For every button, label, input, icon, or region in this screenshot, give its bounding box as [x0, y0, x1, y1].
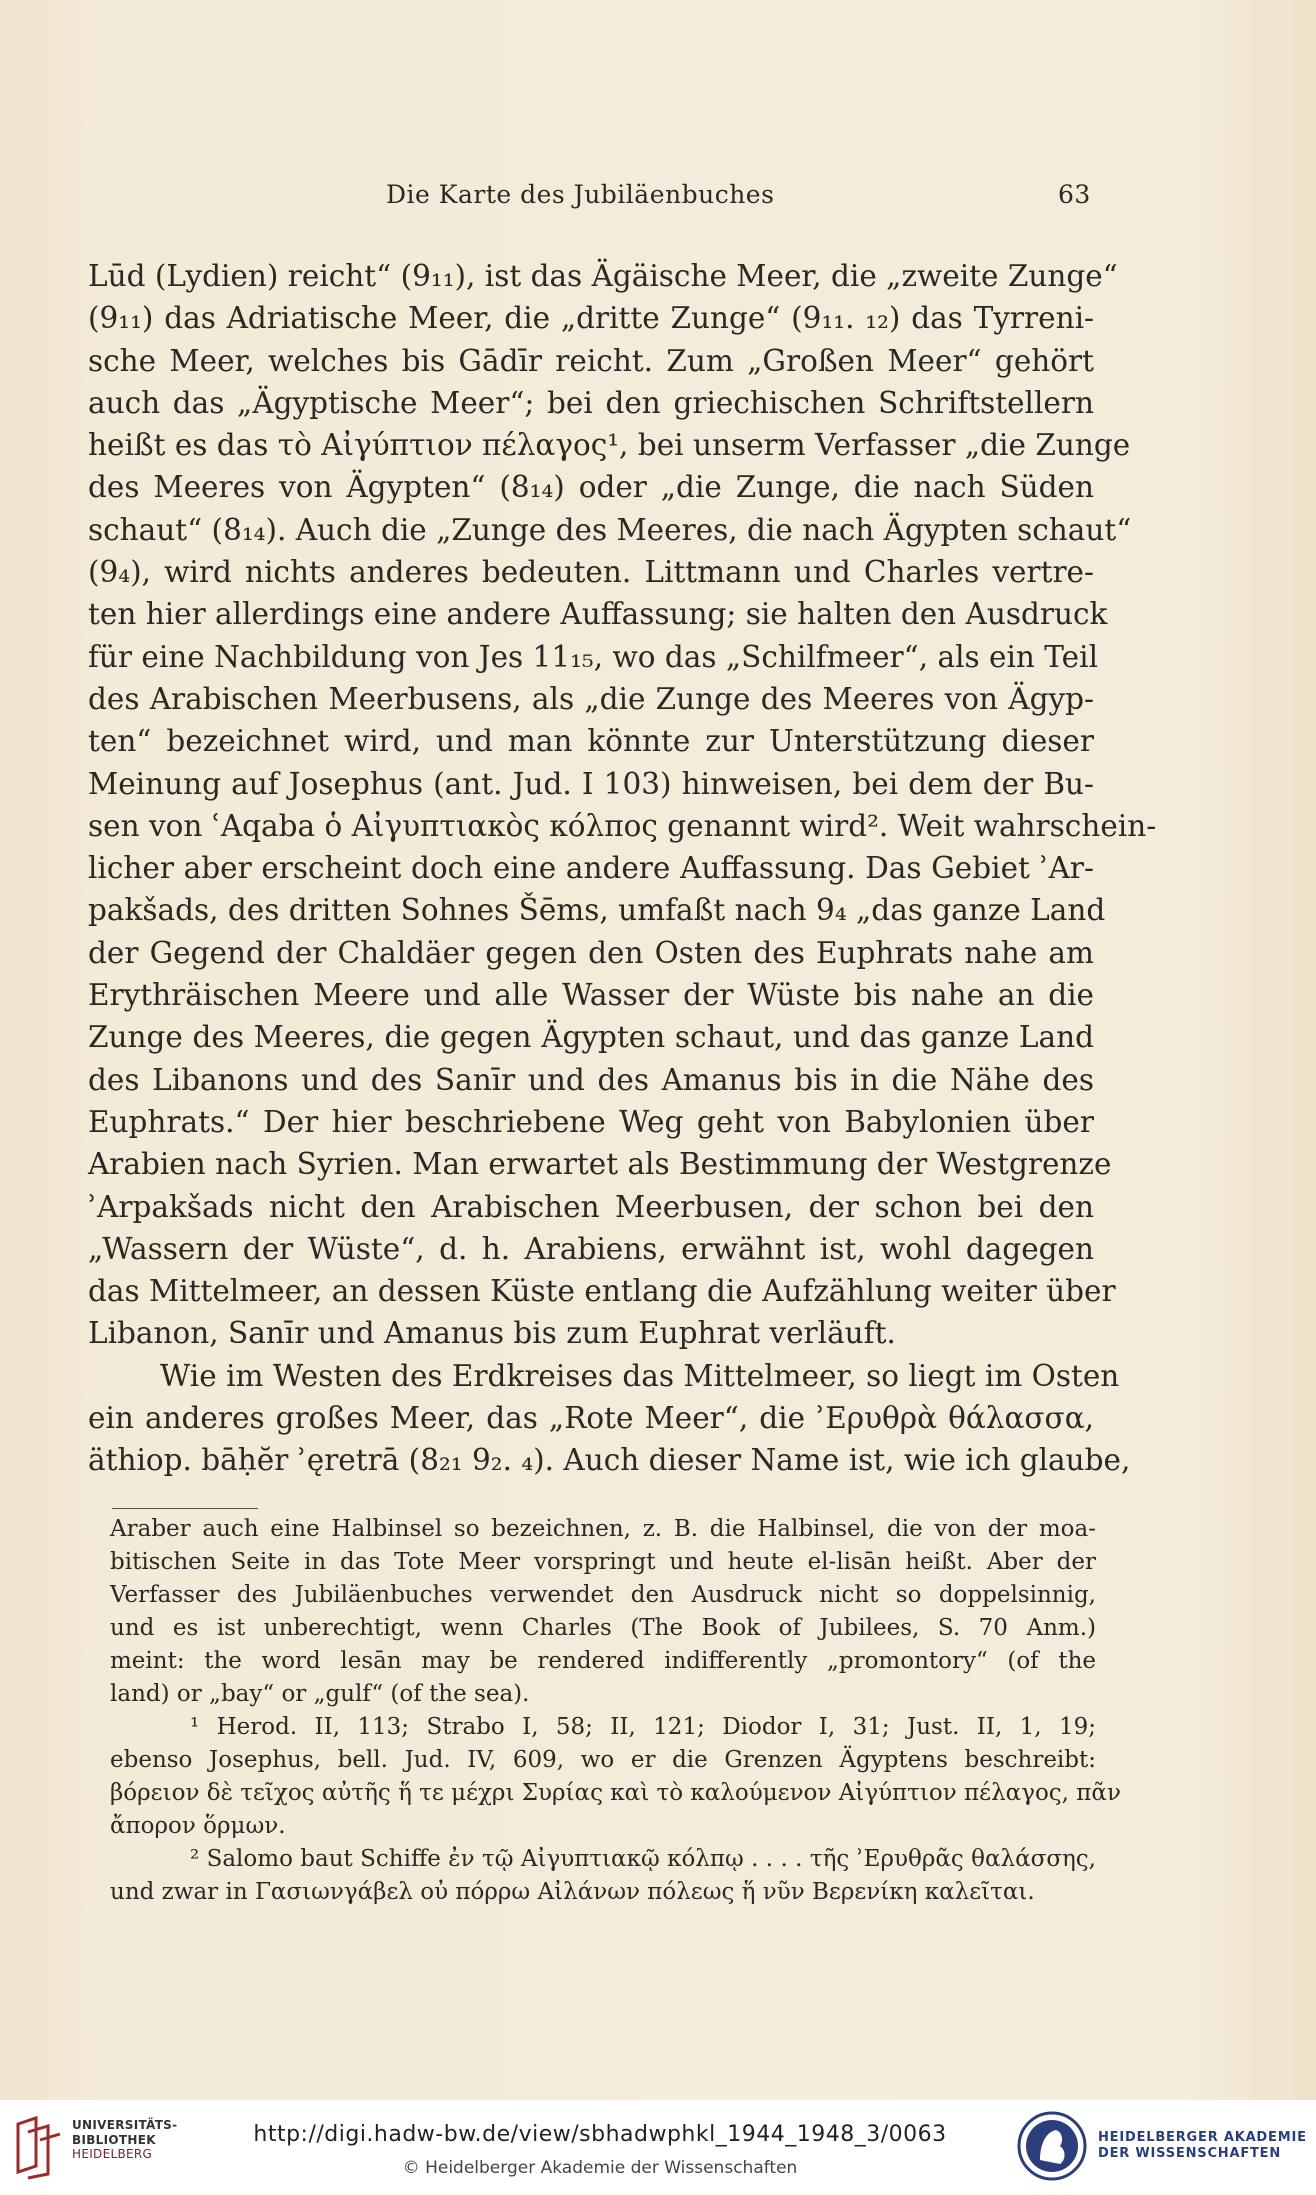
footnote-1-line: ebenso Josephus, bell. Jud. IV, 609, wo er die Grenzen Ägyptens beschreibt:: [110, 1747, 1096, 1773]
text-line: das Mittelmeer, an dessen Küste entlang die Aufzählung weiter über: [88, 1274, 1116, 1309]
text-line: sen von ʿAqaba ὁ Αἰγυπτιακὸς κόλπος genannt wird². Weit wahrschein-: [88, 808, 1157, 843]
text-line: sche Meer, welches bis Gādīr reicht. Zum „Großen Meer“ gehört: [88, 343, 1094, 378]
text-line: schaut“ (8₁₄). Auch die „Zunge des Meeres, die nach Ägypten schaut“: [88, 512, 1132, 547]
library-name-line: HEIDELBERG: [72, 2147, 153, 2161]
university-library-logo-icon[interactable]: [14, 2114, 66, 2180]
footnote-1-line: ¹ Herod. II, 113; Strabo I, 58; II, 121; Diodor I, 31; Just. II, 1, 19;: [190, 1714, 1096, 1740]
library-name-line: UNIVERSITÄTS-: [72, 2118, 178, 2132]
body-text: [88, 255, 1157, 1482]
text-line: ten hier allerdings eine andere Auffassung; sie halten den Ausdruck: [88, 597, 1108, 632]
text-line: pakšads, des dritten Sohnes Šēms, umfaßt nach 9₄ „das ganze Land: [88, 893, 1106, 928]
text-line: (9₄), wird nichts anderes bedeuten. Littmann und Charles vertre-: [88, 555, 1094, 590]
page-number: 63: [1058, 180, 1091, 209]
footnote-rule: [112, 1508, 258, 1509]
text-line: für eine Nachbildung von Jes 11₁₅, wo das „Schilfmeer“, als ein Teil: [88, 639, 1099, 674]
text-line: ten“ bezeichnet wird, und man könnte zur Unterstützung dieser: [88, 724, 1094, 759]
text-line: heißt es das τὸ Αἰγύπτιον πέλαγος¹, bei unserm Verfasser „die Zunge: [88, 428, 1131, 463]
university-library-name: [72, 2118, 177, 2162]
footnote-2-line: ² Salomo baut Schiffe ἐν τῷ Αἰγυπτιακῷ κόλπῳ . . . . τῆς ʾΕρυθρᾶς θαλάσσης,: [190, 1846, 1096, 1872]
footnote-line: Araber auch eine Halbinsel so bezeichnen, z. B. die Halbinsel, die von der moa-: [110, 1516, 1096, 1542]
text-line: Erythräischen Meere und alle Wasser der Wüste bis nahe an die: [88, 978, 1094, 1013]
academy-name-line: HEIDELBERGER AKADEMIE: [1098, 2130, 1307, 2145]
footnote-line: Verfasser des Jubiläenbuches verwendet den Ausdruck nicht so doppelsinnig,: [110, 1582, 1096, 1608]
text-line: Zunge des Meeres, die gegen Ägypten schaut, und das ganze Land: [88, 1020, 1094, 1055]
footnote-2-line: und zwar in Γασιωνγάβελ οὐ πόρρω Αἰλάνων πόλεως ἥ νῦν Βερενίκη καλεῖται.: [110, 1879, 1035, 1905]
footnote-line: und es ist unberechtigt, wenn Charles (The Book of Jubilees, S. 70 Anm.): [110, 1615, 1096, 1641]
footnote-1-line: ἄπορον ὅρμων.: [110, 1813, 286, 1839]
text-line: Libanon, Sanīr und Amanus bis zum Euphrat verläuft.: [88, 1316, 896, 1351]
footnote-1-line: βόρειον δὲ τεῖχος αὐτῆς ἥ τε μέχρι Συρίας καὶ τὸ καλούμενον Αἰγύπτιον πέλαγος, πᾶν: [110, 1780, 1121, 1806]
text-line: auch das „Ägyptische Meer“; bei den griechischen Schriftstellern: [88, 385, 1094, 420]
text-line: äthiop. bāḥĕr ʾęretrā (8₂₁ 9₂. ₄). Auch dieser Name ist, wie ich glaube,: [88, 1443, 1131, 1478]
document-url-link[interactable]: http://digi.hadw-bw.de/view/sbhadwphkl_1944_1948_3/0063: [253, 2122, 947, 2147]
footnote-line: meint: the word lesān may be rendered indifferently „promontory“ (of the: [110, 1648, 1096, 1674]
text-line: „Wassern der Wüste“, d. h. Arabiens, erwähnt ist, wohl dagegen: [88, 1231, 1094, 1266]
footnotes: [110, 1513, 1121, 1909]
footnote-line: bitischen Seite in das Tote Meer vorspringt und heute el-lisān heißt. Aber der: [110, 1549, 1096, 1575]
text-line: ein anderes großes Meer, das „Rote Meer“, die ʾΕρυθρὰ θάλασσα,: [88, 1401, 1094, 1436]
copyright-notice: © Heidelberger Akademie der Wissenschaften: [402, 2158, 798, 2178]
footnote-line: land) or „bay“ or „gulf“ (of the sea).: [110, 1681, 530, 1707]
text-line: des Libanons und des Sanīr und des Amanus bis in die Nähe des: [88, 1062, 1094, 1097]
text-line: Meinung auf Josephus (ant. Jud. I 103) hinweisen, bei dem der Bu-: [88, 766, 1094, 801]
academy-seal-icon[interactable]: [1016, 2110, 1088, 2182]
text-line: ʾArpakšads nicht den Arabischen Meerbusen, der schon bei den: [88, 1189, 1094, 1224]
library-name-line: BIBLIOTHEK: [72, 2132, 156, 2147]
text-line: Lūd (Lydien) reicht“ (9₁₁), ist das Ägäische Meer, die „zweite Zunge“: [88, 259, 1118, 293]
academy-name: [1098, 2130, 1307, 2162]
text-line: Wie im Westen des Erdkreises das Mittelmeer, so liegt im Osten: [160, 1358, 1120, 1393]
text-line: des Meeres von Ägypten“ (8₁₄) oder „die Zunge, die nach Süden: [88, 470, 1094, 505]
text-line: der Gegend der Chaldäer gegen den Osten des Euphrats nahe am: [88, 935, 1094, 970]
academy-name-line: DER WISSENSCHAFTEN: [1098, 2146, 1282, 2161]
text-line: Euphrats.“ Der hier beschriebene Weg geht von Babylonien über: [88, 1104, 1094, 1139]
running-head-title: Die Karte des Jubiläenbuches: [386, 180, 775, 209]
text-line: Arabien nach Syrien. Man erwartet als Bestimmung der Westgrenze: [88, 1147, 1112, 1182]
text-line: (9₁₁) das Adriatische Meer, die „dritte Zunge“ (9₁₁. ₁₂) das Tyrreni-: [88, 301, 1094, 336]
text-line: licher aber erscheint doch eine andere Auffassung. Das Gebiet ʾAr-: [88, 851, 1094, 886]
text-line: des Arabischen Meerbusens, als „die Zunge des Meeres von Ägyp-: [88, 681, 1094, 716]
viewer-footer: [0, 2100, 1316, 2195]
